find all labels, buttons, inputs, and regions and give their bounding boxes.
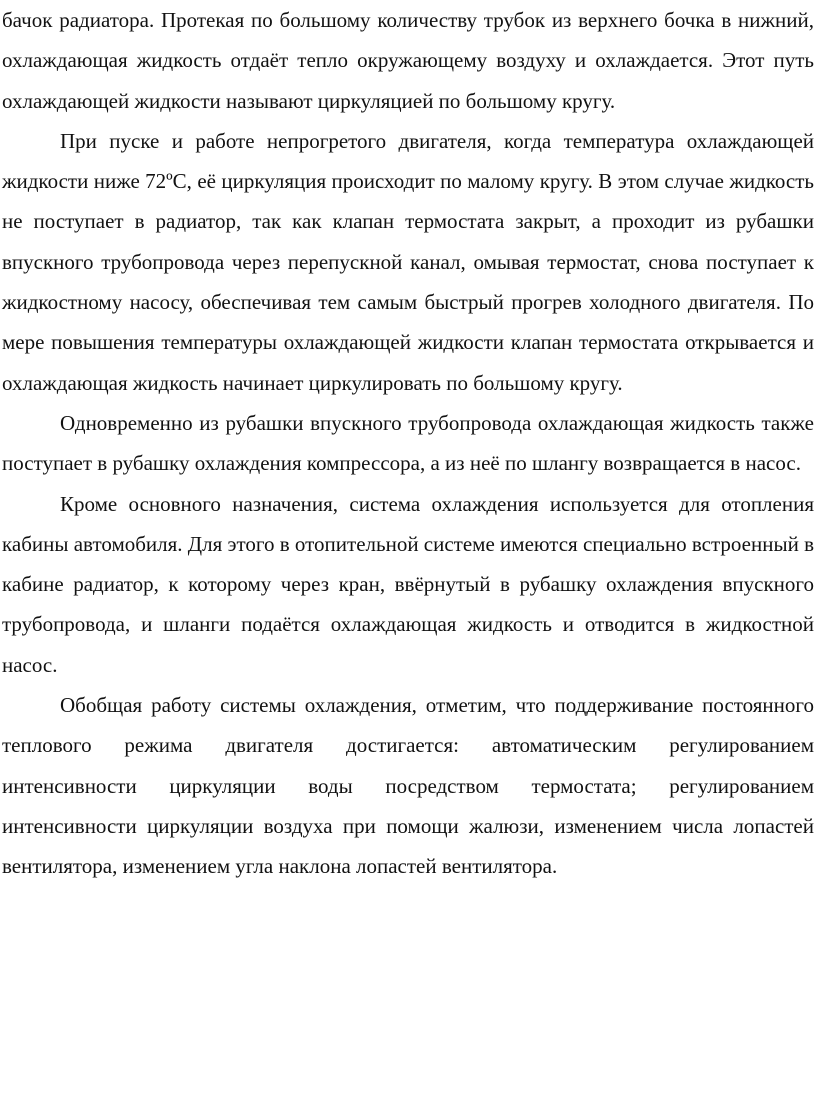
body-text — [2, 0, 814, 887]
paragraph-small-circuit: При пуске и работе непрогретого двигателя, когда температура охлаждающей жидкости ниже 72ºС, её циркуляция происходит по малому кругу. В этом случае жидкость не поступает в радиатор, так как клапан термостата закрыт, а проходит из рубашки впускного трубопровода через перепускной канал, омывая термостат, снова поступает к жидкостному насосу, обеспечивая тем самым быстрый прогрев холодного двигателя. По мере повышения температуры охлаждающей жидкости клапан термостата открывается и охлаждающая жидкость начинает циркулировать по большому кругу. — [2, 128, 814, 395]
paragraph-compressor: Одновременно из рубашки впускного трубопровода охлаждающая жидкость также поступает в рубашку охлаждения компрессора, а из неё по шлангу возвращается в насос. — [2, 410, 814, 476]
paragraph-summary: Обобщая работу системы охлаждения, отметим, что поддерживание постоянного теплового режима двигателя достигается: автоматическим регулированием интенсивности циркуляции воды посредством термостата; регулированием интенсивности циркуляции воздуха при помощи жалюзи, изменением числа лопастей вентилятора, изменением угла наклона лопастей вентилятора. — [2, 693, 814, 879]
paragraph-continuation: бачок радиатора. Протекая по большому количеству трубок из верхнего бочка в нижний, охлаждающая жидкость отдаёт тепло окружающему воздуху и охлаждается. Этот путь охлаждающей жидкости называют циркуляцией по большому кругу. — [2, 8, 814, 113]
paragraph-cabin-heating: Кроме основного назначения, система охлаждения используется для отопления кабины автомобиля. Для этого в отопительной системе имеются специально встроенный в кабине радиатор, к которому через кран, ввёрнутый в рубашку охлаждения впускного трубопровода, и шланги подаётся охлаждающая жидкость и отводится в жидкостной насос. — [2, 491, 814, 677]
